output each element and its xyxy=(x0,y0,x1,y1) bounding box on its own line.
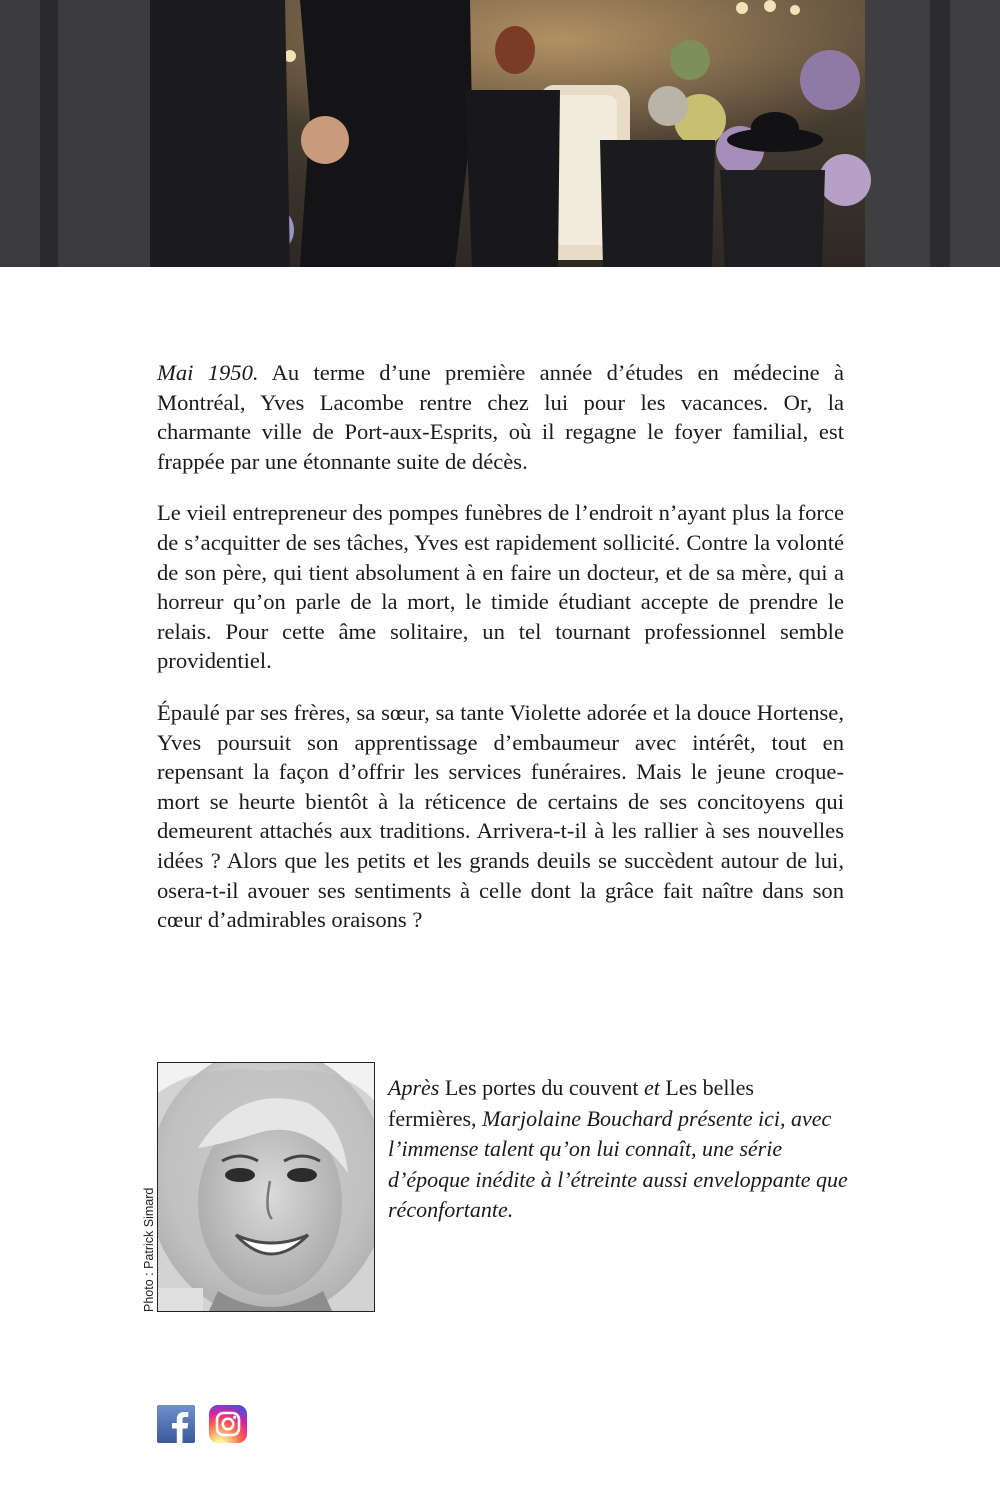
instagram-icon[interactable] xyxy=(209,1405,247,1443)
author-bio-connector: et xyxy=(644,1075,660,1100)
author-portrait-image xyxy=(158,1063,375,1312)
author-bio-intro: Après xyxy=(388,1075,440,1100)
facebook-icon[interactable] xyxy=(157,1405,195,1443)
book-title-1: Les portes du couvent xyxy=(439,1075,644,1100)
book-title-2: Les belles fermières, xyxy=(388,1075,754,1131)
author-photo xyxy=(157,1062,375,1312)
synopsis-paragraph-3: Épaulé par ses frères, sa sœur, sa tante Violette adorée et la douce Hortense, Yves poursuit son apprentissage d’embaumeur avec intérêt, tout en repensant la façon d’offrir les services funéraires. Mais le jeune croque-mort se heurte bientôt à la réticence de certains de ses concitoyens qui demeurent attachés aux traditions. Arrivera-t-il à les rallier à ses nouvelles idées ? Alors que les petits et les grands deuils se succèdent autour de lui, osera-t-il avouer ses sentiments à celle dont la grâce fait naître dans son cœur d’admirables oraisons ? xyxy=(157,699,844,933)
photo-credit: Photo : Patrick Simard xyxy=(142,1187,156,1312)
cover-illustration xyxy=(0,0,1000,267)
synopsis-paragraph-1 xyxy=(157,358,844,476)
synopsis-paragraph-1-text: Au terme d’une première année d’études en médecine à Montréal, Yves Lacombe rentre chez lui pour les vacances. Or, la charmante ville de Port-aux-Esprits, où il regagne le foyer familial, est frappée par une étonnante suite de décès. xyxy=(157,360,844,474)
author-bio xyxy=(388,1073,848,1226)
social-links xyxy=(157,1405,247,1443)
synopsis-date: Mai 1950. xyxy=(157,360,259,385)
author-bio-body: Marjolaine Bouchard présente ici, avec l’immense talent qu’on lui connaît, une série d’époque inédite à l’étreinte aussi enveloppante que réconfortante. xyxy=(388,1105,848,1222)
synopsis-paragraph-2: Le vieil entrepreneur des pompes funèbres de l’endroit n’ayant plus la force de s’acquitter de ses tâches, Yves est rapidement sollicité. Contre la volonté de son père, qui tient absolument à en faire un docteur, et de sa mère, qui a horreur qu’on parle de la mort, le timide étudiant accepte de prendre le relais. Pour cette âme solitaire, un tel tournant professionnel semble providentiel. xyxy=(157,500,844,674)
book-synopsis xyxy=(157,358,844,957)
funeral-scene-painting xyxy=(0,0,1000,267)
